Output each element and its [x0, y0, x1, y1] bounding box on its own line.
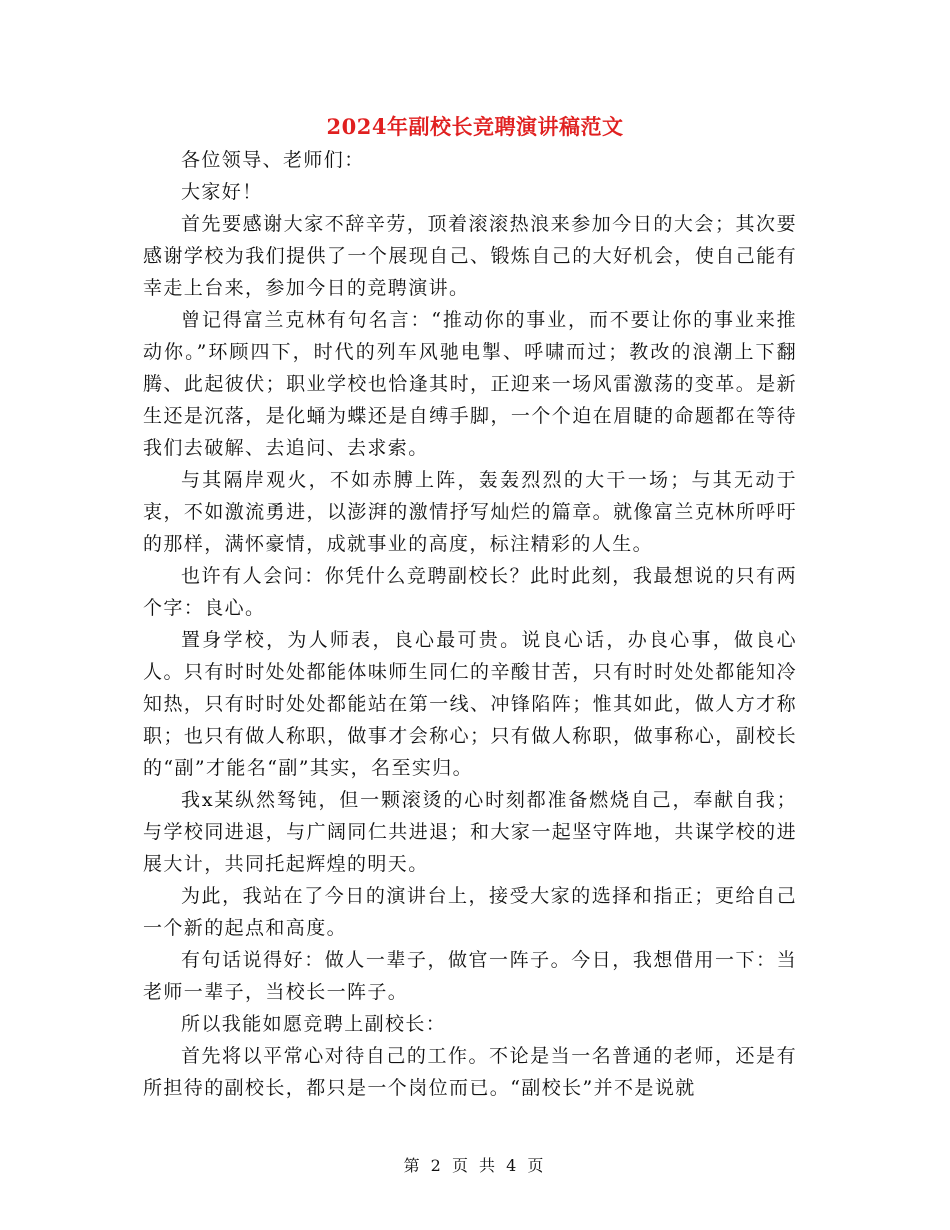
document-title: 2024年副校长竞聘演讲稿范文: [326, 114, 624, 139]
paragraph: 有句话说得好：做人一辈子，做官一阵子。今日，我想借用一下：当老师一辈子，当校长一阵子。: [143, 949, 797, 1003]
document-body: [143, 144, 797, 1104]
paragraph: 与其隔岸观火，不如赤膊上阵，轰轰烈烈的大干一场；与其无动于衷，不如激流勇进，以澎湃的激情抒写灿烂的篇章。就像富兰克林所呼吁的那样，满怀豪情，成就事业的高度，标注精彩的人生。: [143, 469, 797, 555]
paragraph: 大家好！: [181, 181, 263, 203]
paragraph: 首先要感谢大家不辞辛劳，顶着滚滚热浪来参加今日的大会；其次要感谢学校为我们提供了一个展现自己、锻炼自己的大好机会，使自己能有幸走上台来，参加今日的竞聘演讲。: [143, 213, 797, 299]
paragraph: 所以我能如愿竞聘上副校长：: [181, 1013, 447, 1035]
paragraph: 各位领导、老师们：: [181, 149, 365, 171]
paragraph: 也许有人会问：你凭什么竞聘副校长？此时此刻，我最想说的只有两个字：良心。: [143, 565, 797, 619]
paragraph: 我x某纵然驽钝，但一颗滚烫的心时刻都准备燃烧自己，奉献自我；与学校同进退，与广阔同仁共进退；和大家一起坚守阵地，共谋学校的进展大计，共同托起辉煌的明天。: [143, 789, 797, 875]
paragraph: 置身学校，为人师表，良心最可贵。说良心话，办良心事，做良心人。只有时时处处都能体味师生同仁的辛酸甘苦，只有时时处处都能知冷知热，只有时时处处都能站在第一线、冲锋陷阵；惟其如此，做人方才称职；也只有做人称职，做事才会称心；只有做人称职，做事称心，副校长的“副”才能名“副”其实，名至实归。: [143, 629, 797, 779]
paragraph: 为此，我站在了今日的演讲台上，接受大家的选择和指正；更给自己一个新的起点和高度。: [143, 885, 797, 939]
paragraph: 曾记得富兰克林有句名言：“推动你的事业，而不要让你的事业来推动你。”环顾四下，时代的列车风驰电掣、呼啸而过；教改的浪潮上下翻腾、此起彼伏；职业学校也恰逢其时，正迎来一场风雷激荡的变革。是新生还是沉落，是化蛹为蝶还是自缚手脚，一个个迫在眉睫的命题都在等待我们去破解、去追问、去求索。: [143, 309, 797, 459]
paragraph: 首先将以平常心对待自己的工作。不论是当一名普通的老师，还是有所担待的副校长，都只是一个岗位而已。“副校长”并不是说就: [143, 1045, 797, 1099]
page-footer: 第 2 页 共 4 页: [403, 1156, 547, 1175]
